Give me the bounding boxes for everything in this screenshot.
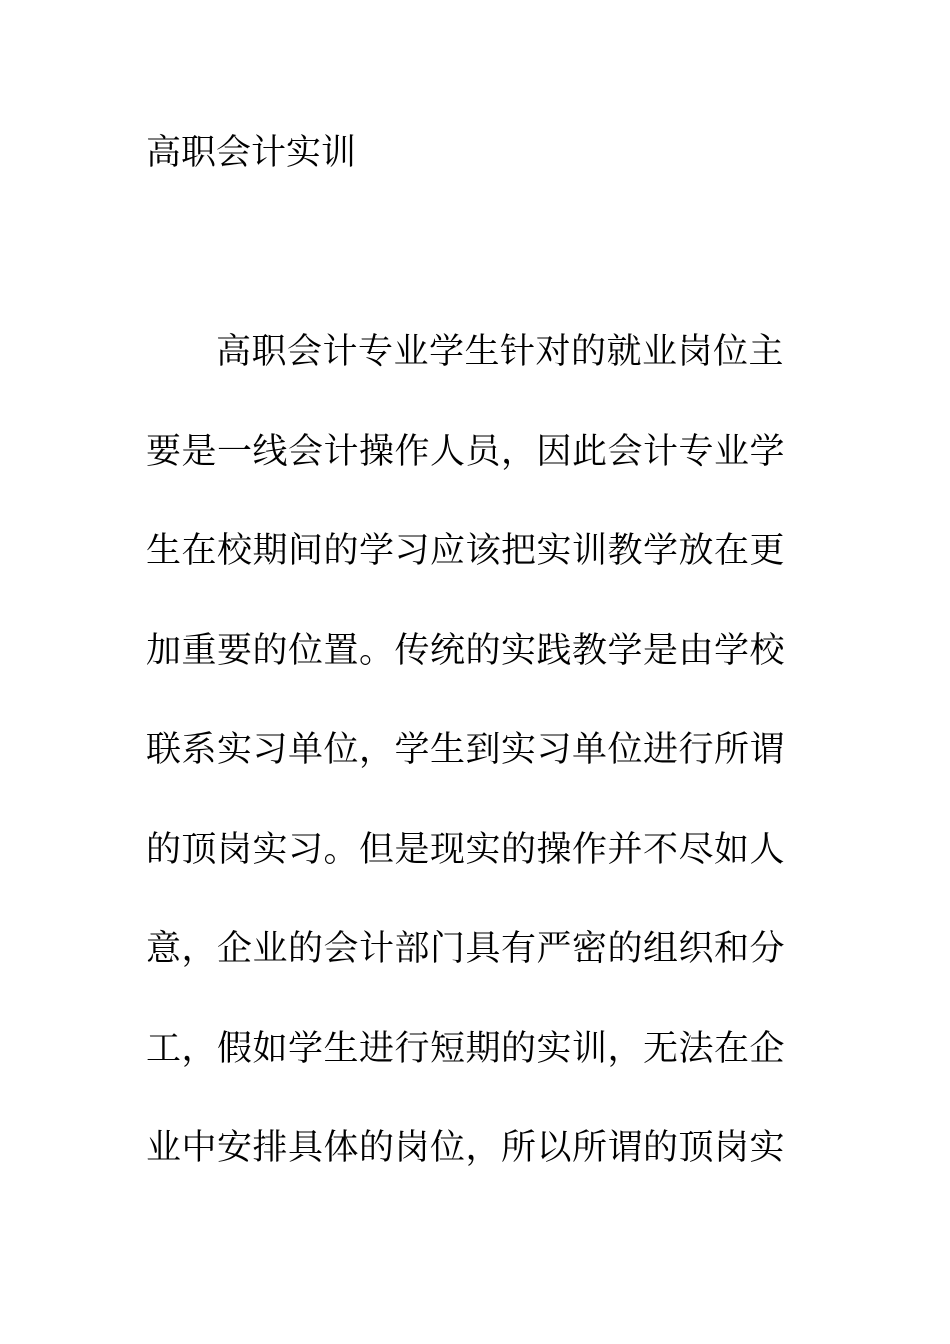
paragraph-line: 业中安排具体的岗位，所以所谓的顶岗实 — [146, 1128, 786, 1168]
paragraph-line: 要是一线会计操作人员，因此会计专业学 — [146, 431, 786, 472]
paragraph-line: 工，假如学生进行短期的实训，无法在企 — [146, 1028, 786, 1069]
document-title: 高职会计实训 — [146, 133, 357, 173]
paragraph-line: 生在校期间的学习应该把实训教学放在更 — [146, 531, 786, 571]
paragraph-line: 高职会计专业学生针对的就业岗位主 — [216, 332, 785, 372]
document-body — [146, 327, 806, 1223]
paragraph-line: 加重要的位置。传统的实践教学是由学校 — [146, 630, 786, 671]
paragraph-line: 联系实习单位，学生到实习单位进行所谓 — [146, 730, 786, 770]
paragraph-line: 的顶岗实习。但是现实的操作并不尽如人 — [146, 829, 786, 870]
paragraph-line: 意，企业的会计部门具有严密的组织和分 — [146, 929, 786, 969]
